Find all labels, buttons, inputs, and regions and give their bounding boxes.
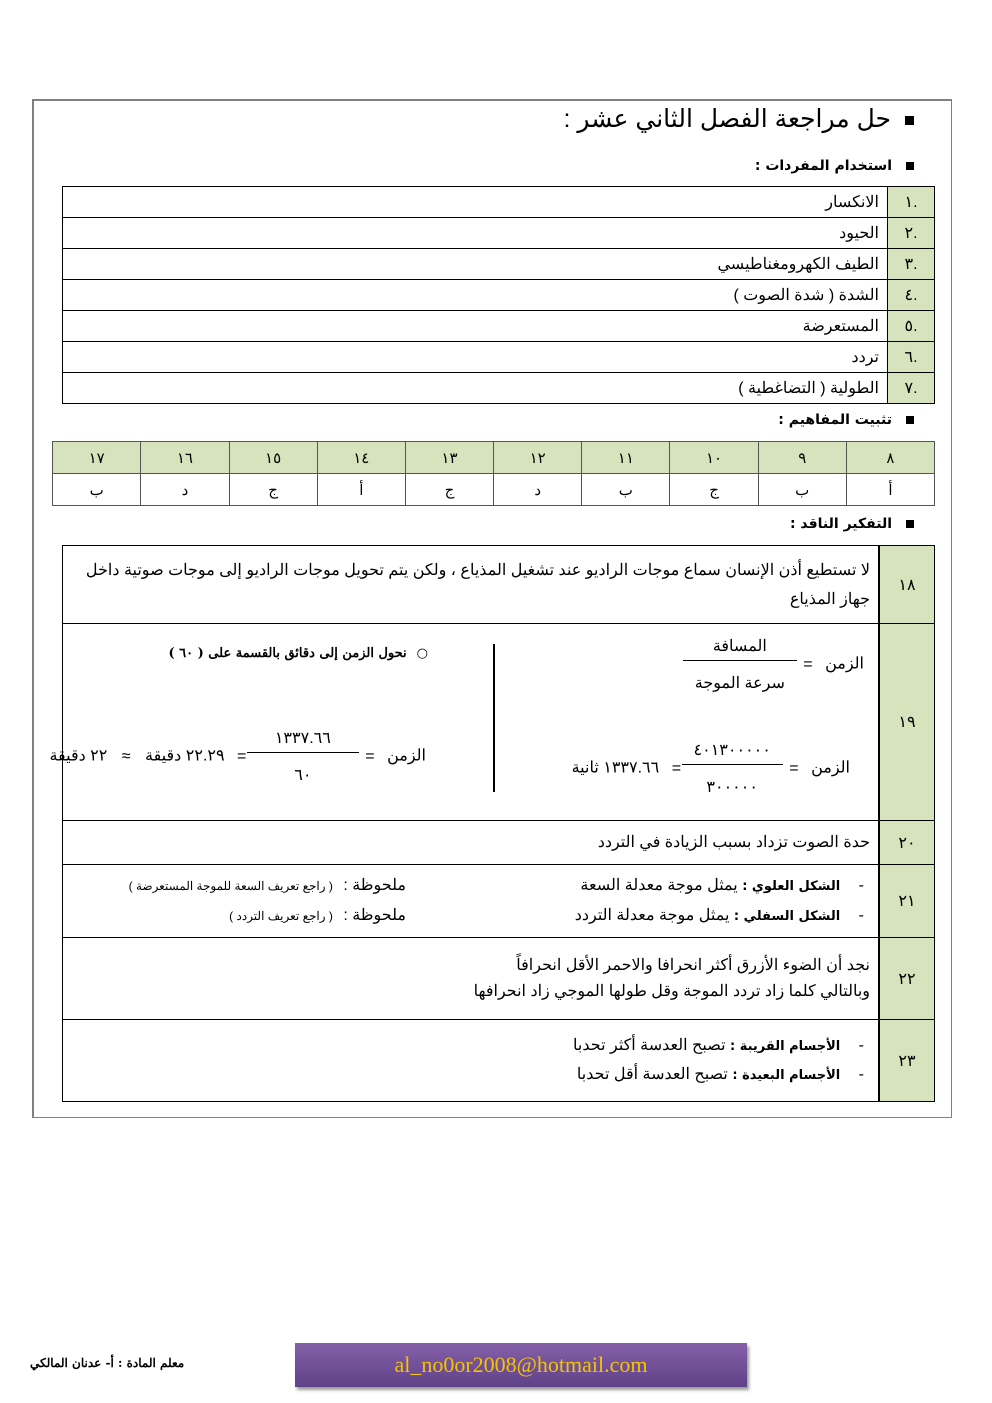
table-row xyxy=(63,342,935,373)
equals-sign: = xyxy=(671,759,682,777)
question-number: ١٦ xyxy=(141,442,229,474)
line-label: الأجسام القريبة : xyxy=(729,1038,841,1054)
bullet-square-icon xyxy=(906,416,914,424)
question-row-22 xyxy=(63,938,935,1020)
minutes-rounded: ٢٢ دقيقة xyxy=(49,747,108,765)
line-text: تصبح العدسة أقل تحدبا xyxy=(576,1065,728,1083)
numerator: ١٣٣٧.٦٦ xyxy=(274,730,331,747)
line-text: يمثل موجة معدلة السعة xyxy=(580,877,738,894)
equals-sign: = xyxy=(365,747,375,765)
numerator: ٤٠١٣٠٠٠٠٠ xyxy=(693,742,771,759)
calculation-seconds xyxy=(572,736,850,801)
question-number: ٢٢ xyxy=(879,938,935,1020)
table-row xyxy=(63,187,935,218)
item-number: .٥ xyxy=(888,311,935,342)
line-text: يمثل موجة معدلة التردد xyxy=(574,907,730,924)
question-number: ١٠ xyxy=(670,442,758,474)
teacher-name: معلم المادة : أ- عدنان المالكي xyxy=(30,1356,185,1370)
bullet-square-icon xyxy=(906,520,914,528)
question-number: ٢٠ xyxy=(879,821,935,865)
bullet-square-icon xyxy=(905,116,914,125)
formula-time-distance-speed xyxy=(689,632,864,697)
question-row-23 xyxy=(63,1020,935,1102)
question-number: ١٥ xyxy=(229,442,317,474)
section-heading-critical xyxy=(790,516,914,532)
answer-letter: ب xyxy=(758,474,846,506)
table-row xyxy=(63,280,935,311)
note-line xyxy=(129,875,406,895)
answer-line: نجد أن الضوء الأزرق أكثر انحرافا والاحمر الأقل انحرافاً xyxy=(516,956,870,974)
answer-line xyxy=(575,905,864,925)
fraction xyxy=(688,736,777,801)
table-row xyxy=(63,218,935,249)
item-number: .٢ xyxy=(888,218,935,249)
page-title xyxy=(564,104,914,134)
circle-bullet-icon: ○ xyxy=(416,646,428,661)
answer-letter: د xyxy=(141,474,229,506)
note-text: ( راجع تعريف السعة للموجة المستعرضة ) xyxy=(128,879,333,893)
answer-letter: أ xyxy=(846,474,934,506)
convert-note-text: نحول الزمن إلى دقائق بالقسمة على ( ٦٠ ) xyxy=(168,646,407,661)
question-row-19 xyxy=(63,624,935,821)
question-row-18 xyxy=(63,546,935,624)
answer-text: حدة الصوت تزداد بسبب الزيادة في التردد xyxy=(63,821,880,865)
fraction xyxy=(253,724,353,789)
dash-bullet: - xyxy=(858,907,864,924)
formula-lhs: الزمن xyxy=(825,655,864,673)
question-number-row xyxy=(53,442,935,474)
question-number: ١٣ xyxy=(405,442,493,474)
answer-line xyxy=(71,1032,864,1061)
question-number: ١٤ xyxy=(317,442,405,474)
answer-content xyxy=(63,865,880,938)
fraction xyxy=(689,632,791,697)
answer-row xyxy=(53,474,935,506)
critical-thinking-table xyxy=(49,545,935,1102)
answer-content xyxy=(63,938,880,1020)
answer-letter: ب xyxy=(53,474,141,506)
page-title-text: حل مراجعة الفصل الثاني عشر : xyxy=(563,105,891,133)
convert-minutes-note xyxy=(168,646,428,661)
equals-sign: = xyxy=(803,655,813,673)
answer-calculation xyxy=(49,624,880,821)
email-address[interactable]: al_no0or2008@hotmail.com xyxy=(394,1352,648,1377)
minutes-result: ٢٢.٢٩ دقيقة xyxy=(145,747,225,765)
question-number: ١٩ xyxy=(879,624,935,821)
critical-heading-text: التفكير الناقد : xyxy=(789,516,892,532)
item-term: الطيف الكهرومغناطيسي xyxy=(63,249,888,280)
item-number: .٤ xyxy=(888,280,935,311)
item-term: الحيود xyxy=(63,218,888,249)
vocabulary-table xyxy=(62,186,935,404)
item-term: الشدة ( شدة الصوت ) xyxy=(63,280,888,311)
item-number: .٣ xyxy=(888,249,935,280)
answer-letter: أ xyxy=(317,474,405,506)
denominator: ٦٠ xyxy=(294,767,312,784)
answer-letter: ج xyxy=(405,474,493,506)
question-number: ١٢ xyxy=(494,442,582,474)
answer-line xyxy=(71,1061,864,1090)
item-term: المستعرضة xyxy=(63,311,888,342)
table-row xyxy=(63,311,935,342)
calc-result: ١٣٣٧.٦٦ ثانية xyxy=(571,759,660,777)
note-label: ملحوظة : xyxy=(343,877,406,894)
line-label: الشكل العلوي : xyxy=(742,879,841,894)
question-number: ٢٣ xyxy=(879,1020,935,1102)
question-row-21 xyxy=(63,865,935,938)
question-number: ٢١ xyxy=(879,865,935,938)
question-number: ١٧ xyxy=(53,442,141,474)
table-row xyxy=(63,373,935,404)
question-row-20 xyxy=(63,821,935,865)
denominator: سرعة الموجة xyxy=(694,675,785,692)
section-heading-concepts xyxy=(778,412,914,428)
column-divider xyxy=(493,644,495,792)
table-row xyxy=(63,249,935,280)
equals-sign: = xyxy=(789,759,799,777)
answer-content xyxy=(63,1020,880,1102)
dash-bullet: - xyxy=(858,1036,864,1054)
answer-letter: ج xyxy=(670,474,758,506)
answer-line: وبالتالي كلما زاد تردد الموجة وقل طولها الموجي زاد انحرافها xyxy=(473,982,870,1000)
item-term: تردد xyxy=(63,342,888,373)
answer-letter: ج xyxy=(229,474,317,506)
item-number: .٧ xyxy=(888,373,935,404)
numerator: المسافة xyxy=(712,638,767,655)
note-text: ( راجع تعريف التردد ) xyxy=(229,909,333,923)
dash-bullet: - xyxy=(858,1065,864,1083)
concepts-heading-text: تثبيت المفاهيم : xyxy=(778,412,892,428)
answer-letter: د xyxy=(494,474,582,506)
note-label: ملحوظة : xyxy=(343,907,406,924)
email-banner xyxy=(295,1343,747,1387)
calc-lhs: الزمن xyxy=(811,759,850,777)
approx-sign: ≈ xyxy=(121,747,131,765)
line-label: الأجسام البعيدة : xyxy=(732,1067,841,1083)
item-number: .١ xyxy=(888,187,935,218)
note-line xyxy=(229,905,406,925)
calc-lhs: الزمن xyxy=(387,747,426,765)
line-label: الشكل السفلي : xyxy=(733,909,841,924)
item-term: الطولية ( التضاغطية ) xyxy=(63,373,888,404)
line-text: تصبح العدسة أكثر تحدبا xyxy=(573,1036,726,1054)
question-number: ٩ xyxy=(758,442,846,474)
section-heading-vocabulary xyxy=(755,158,914,174)
answer-line xyxy=(580,875,864,895)
question-number: ٨ xyxy=(846,442,934,474)
item-number: .٦ xyxy=(888,342,935,373)
equals-sign: = xyxy=(237,747,247,765)
bullet-square-icon xyxy=(906,162,914,170)
question-number: ١١ xyxy=(582,442,670,474)
calculation-minutes xyxy=(49,724,426,789)
denominator: ٣٠٠٠٠٠ xyxy=(706,779,758,796)
vocabulary-heading-text: استخدام المفردات : xyxy=(754,158,892,174)
concepts-answer-table xyxy=(52,441,935,506)
answer-letter: ب xyxy=(582,474,670,506)
item-term: الانكسار xyxy=(63,187,888,218)
answer-text: لا تستطيع أذن الإنسان سماع موجات الراديو عند تشغيل المذياع ، ولكن يتم تحويل موجات الراديو إلى موجات صوتية داخل جهاز المذياع xyxy=(63,546,880,624)
question-number: ١٨ xyxy=(879,546,935,624)
dash-bullet: - xyxy=(858,877,864,894)
